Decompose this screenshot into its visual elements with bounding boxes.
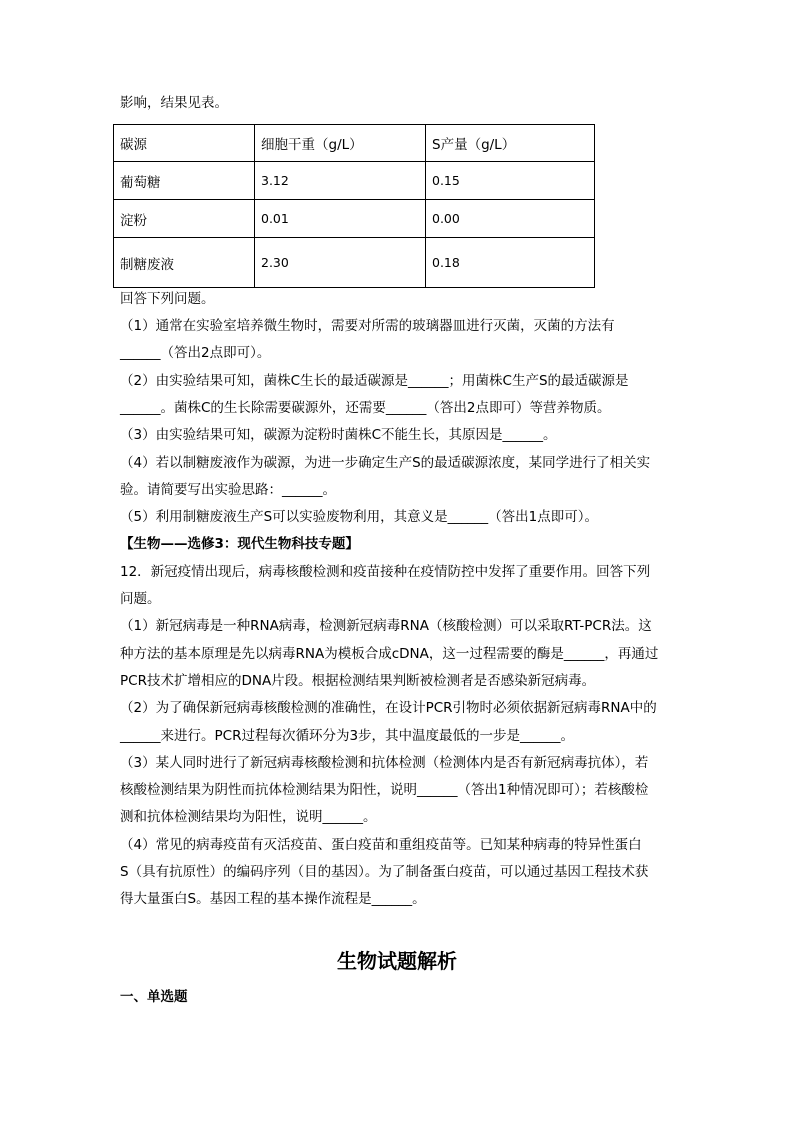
results-table	[113, 124, 595, 288]
table-header-row	[114, 125, 595, 162]
table-cell: 制糖废液	[114, 238, 255, 288]
table-header-cell: 细胞干重（g/L）	[255, 125, 426, 162]
question-12-part2-cont: ______来进行。PCR过程每次循环分为3步，其中温度最低的一步是______。	[120, 728, 575, 744]
table-header-cell: 碳源	[114, 125, 255, 162]
table-cell: 3.12	[255, 162, 426, 200]
question-lead: 回答下列问题。	[120, 291, 215, 307]
question-11-part4-cont: 验。请简要写出实验思路：______。	[120, 482, 336, 498]
table-cell: 淀粉	[114, 200, 255, 238]
table-cell: 0.15	[426, 162, 595, 200]
section-heading: 【生物——选修3：现代生物科技专题】	[120, 536, 359, 552]
table-cell: 葡萄糖	[114, 162, 255, 200]
question-12-part3: （3）某人同时进行了新冠病毒核酸检测和抗体检测（检测体内是否有新冠病毒抗体），若	[120, 755, 649, 771]
table-cell: 0.18	[426, 238, 595, 288]
analysis-title: 生物试题解析	[337, 949, 457, 973]
table-row	[114, 200, 595, 238]
table-header-cell: S产量（g/L）	[426, 125, 595, 162]
question-12-part1-cont: 种方法的基本原理是先以病毒RNA为模板合成cDNA，这一过程需要的酶是______，再通过	[120, 646, 659, 662]
question-12-stem-cont: 问题。	[120, 591, 161, 607]
table-row	[114, 238, 595, 288]
question-12-part1: （1）新冠病毒是一种RNA病毒，检测新冠病毒RNA（核酸检测）可以采取RT-PCR法。这	[120, 618, 652, 634]
question-11-part4: （4）若以制糖废液作为碳源，为进一步确定生产S的最适碳源浓度，某同学进行了相关实	[120, 455, 651, 471]
question-11-part1: （1）通常在实验室培养微生物时，需要对所需的玻璃器皿进行灭菌，灭菌的方法有	[120, 318, 615, 334]
question-11-part2-cont: ______。菌株C的生长除需要碳源外，还需要______（答出2点即可）等营养物质。	[120, 400, 611, 416]
table-cell: 0.01	[255, 200, 426, 238]
question-12-part4-cont2: 得大量蛋白S。基因工程的基本操作流程是______。	[120, 891, 426, 907]
question-12-part4-cont: S（具有抗原性）的编码序列（目的基因）。为了制备蛋白疫苗，可以通过基因工程技术获	[120, 864, 649, 880]
question-11-part5: （5）利用制糖废液生产S可以实验废物利用，其意义是______（答出1点即可）。	[120, 509, 598, 525]
question-11-part3: （3）由实验结果可知，碳源为淀粉时菌株C不能生长，其原因是______。	[120, 427, 557, 443]
question-12-part3-cont2: 测和抗体检测结果均为阳性，说明______。	[120, 809, 377, 825]
table-row	[114, 162, 595, 200]
question-12-part4: （4）常见的病毒疫苗有灭活疫苗、蛋白疫苗和重组疫苗等。已知某种病毒的特异性蛋白	[120, 837, 642, 853]
question-11-part1-cont: ______（答出2点即可）。	[120, 345, 271, 361]
question-12-part3-cont: 核酸检测结果为阴性而抗体检测结果为阳性，说明______（答出1种情况即可）；若核酸检	[120, 782, 649, 798]
question-12-stem: 12．新冠疫情出现后，病毒核酸检测和疫苗接种在疫情防控中发挥了重要作用。回答下列	[120, 564, 651, 580]
question-12-part1-cont2: PCR技术扩增相应的DNA片段。根据检测结果判断被检测者是否感染新冠病毒。	[120, 673, 596, 689]
question-11-part2: （2）由实验结果可知，菌株C生长的最适碳源是______；用菌株C生产S的最适碳源是	[120, 373, 629, 389]
intro-text: 影响，结果见表。	[120, 95, 228, 111]
table-cell: 0.00	[426, 200, 595, 238]
table-cell: 2.30	[255, 238, 426, 288]
question-12-part2: （2）为了确保新冠病毒核酸检测的准确性，在设计PCR引物时必须依据新冠病毒RNA中的	[120, 700, 657, 716]
analysis-section-heading: 一、单选题	[120, 989, 188, 1005]
